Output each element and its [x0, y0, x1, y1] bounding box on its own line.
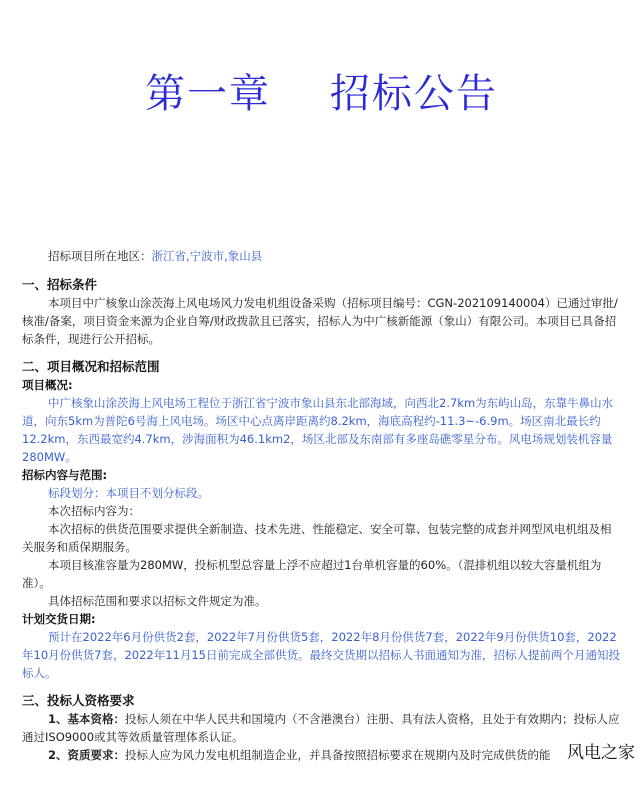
overview-heading: 项目概况: [22, 378, 73, 392]
item2-label: 2、资质要求： [48, 748, 126, 762]
section-project-overview [22, 358, 622, 682]
item1-label: 1、基本资格： [48, 712, 126, 726]
scope-capacity: 本项目核准容量为280MW，投标机型总容量上浮不应超过1台单机容量的60%。（混排机组以较大容量机组为准）。 [22, 558, 602, 590]
scope-heading: 招标内容与范围: [22, 468, 108, 482]
item1-body: 投标人须在中华人民共和国境内（不含港澳台）注册、具有法人资格，且处于有效期内；投标人应通过ISO9000或其等效质量管理体系认证。 [22, 712, 620, 744]
section-bidding-conditions [22, 276, 622, 348]
location-value: 浙江省,宁波市,象山县 [151, 249, 263, 263]
section1-body: 本项目中广核象山涂茨海上风电场风力发电机组设备采购（招标项目编号：CGN-202109140004）已通过审批/核准/备案，项目资金来源为企业自筹/财政拨款且已落实，招标人为中广核新能源（象山）有限公司。本项目已具备招标条件，现进行公开招标。 [22, 296, 618, 346]
scope-lot: 标段划分：本项目不划分标段。 [48, 486, 209, 500]
section2-heading: 二、项目概况和招标范围 [22, 359, 160, 374]
project-location [22, 247, 622, 265]
overview-body: 中广核象山涂茨海上风电场工程位于浙江省宁波市象山县东北部海域，向西北2.7km为东屿山岛，东靠牛鼻山水道，向东5km为普陀6号海上风电场。场区中心点离岸距离约8.2km，海底高程约-11.3~-6.9m。场区南北最长约12.2km，东西最宽约4.7km，涉海面积为46.1km2，场区北部及东南部有多座岛礁零星分布。风电场规划装机容量280MW。 [22, 396, 614, 464]
item2-body: 投标人应为风力发电机组制造企业，并具备按照招标要求在规期内及时完成供货的能 [125, 748, 551, 762]
section3-heading: 三、投标人资格要求 [22, 693, 135, 708]
location-label: 招标项目所在地区： [48, 249, 152, 263]
section1-heading: 一、招标条件 [22, 277, 98, 292]
scope-content-label: 本次招标内容为： [48, 504, 140, 518]
scope-content: 本次招标的供货范围要求提供全新制造、技术先进、性能稳定、安全可靠、包装完整的成套并网型风电机组及相关服务和质保期服务。 [22, 522, 612, 554]
section-bidder-qualification [22, 692, 622, 764]
delivery-heading: 计划交货日期: [22, 612, 96, 626]
delivery-body: 预计在2022年6月份供货2套，2022年7月份供货5套，2022年8月份供货7套，2022年9月份供货10套，2022年10月份供货7套，2022年11月15日前完成全部供货。最终交货期以招标人书面通知为准，招标人提前两个月通知投标人。 [22, 630, 620, 680]
chapter-title: 第一章 招标公告 [145, 71, 498, 117]
scope-detail: 具体招标范围和要求以招标文件规定为准。 [48, 594, 267, 608]
watermark: 风电之家 [565, 738, 637, 763]
